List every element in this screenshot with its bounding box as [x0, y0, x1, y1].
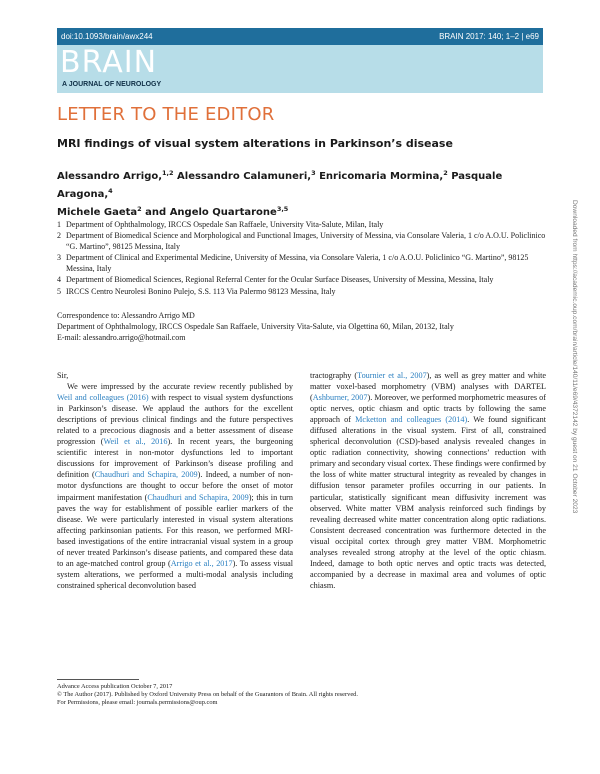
- body-column-left: [57, 370, 293, 591]
- affiliation-text: Department of Ophthalmology, IRCCS Ospedale San Raffaele, University Vita-Salute, Milan, Italy: [66, 220, 384, 229]
- footer-divider: [57, 679, 139, 680]
- affiliation-item: [57, 274, 557, 285]
- journal-logo: BRAIN: [60, 45, 158, 80]
- reference-link[interactable]: Ashburner, 2007: [312, 393, 368, 403]
- author-affiliation-marker: 3: [311, 169, 316, 177]
- body-text: . We found significant diffused alterations in the visual system. First of all, constrained spherical deconvolution (CSD)-based analysis revealed changes in optic radiation connectivity, showing connections’ reduction with primary and secondary visual cortex. These findings were confirmed by the loss of white matter structural integrity as revealed by changes in diffusion tensor parameter profiles occurring in our patients. In particular, statistically significant mean diffusivity increment was observed. White matter VBM analysis reinforced such findings by revealing decreased white matter concentration along optic radiations. Consistent decreased concentration was furthermore detected in the visual occipital cortex through grey matter VBM. Morphometric analyses revealed strong atrophy at the level of the optic chiasm. Indeed, damage to both optic nerves and optic tracts was detected, accompanied by a decrease in maximal area and volumes of optic chiasm.: [310, 415, 546, 590]
- reference-link[interactable]: Weil et al., 2016: [103, 437, 168, 447]
- author-affiliation-marker: 2: [137, 205, 142, 213]
- reference-link[interactable]: Chaudhuri and Schapira, 2009: [94, 470, 198, 480]
- download-watermark-text: Downloaded from https://academic.oup.com/brain/article/140/11/e69/4372142 by guest on 21 October 2023: [571, 200, 578, 514]
- reference-link[interactable]: Tournier et al., 2007: [357, 371, 427, 380]
- author-name: Enricomaria Mormina,: [315, 171, 444, 182]
- body-paragraph: [310, 370, 546, 591]
- reference-link[interactable]: Mcketton and colleagues (2014): [355, 415, 468, 425]
- author-name: Alessandro Arrigo,: [57, 171, 163, 182]
- footer-notes: [57, 683, 477, 708]
- author-affiliation-marker: 2: [443, 169, 448, 177]
- body-text: ). In recent years, the burgeoning scientific interest in non-motor dysfunctions led to important discussions for improvement of Parkinson’s disease profiling and definition (: [57, 437, 294, 480]
- body-text: tractography (: [310, 371, 358, 380]
- correspondence-block: [57, 310, 557, 343]
- article-title: MRI findings of visual system alterations in Parkinson’s disease: [57, 137, 453, 150]
- correspondence-email[interactable]: E-mail: alessandro.arrigo@hotmail.com: [57, 333, 186, 343]
- affiliation-number: 5: [57, 286, 61, 296]
- affiliation-text: IRCCS Centro Neurolesi Bonino Pulejo, S.S. 113 Via Palermo 98123 Messina, Italy: [66, 286, 336, 296]
- affiliation-item: [57, 286, 557, 297]
- body-text: We were impressed by the accurate review recently published by: [67, 382, 293, 392]
- author-affiliation-marker: 1,2: [162, 169, 174, 177]
- body-text: ); this in turn paves the way for establishment of possible earlier markers of the disease. We were particularly interested in visual system alterations affecting parkinsonian patients. For this reason, we performed MRI-based investigations of the entire intracranial visual system in a group of never treated Parkinson’s disease patients, and compared these data to an age-matched control group (: [57, 492, 293, 568]
- affiliation-list: [57, 219, 557, 297]
- section-label: LETTER TO THE EDITOR: [57, 104, 275, 125]
- journal-header-bar: [57, 28, 543, 45]
- affiliation-item: [57, 219, 557, 230]
- affiliation-text: Department of Biomedical Science and Morphological and Functional Images, University of Messina, via Consolare Valeria, 1 c/o A.O.U. Policlinico “G. Martino”, 98125 Messina, Italy: [66, 231, 546, 252]
- author-name: Alessandro Calamuneri,: [173, 171, 312, 182]
- journal-subtitle: A JOURNAL OF NEUROLOGY: [62, 81, 162, 88]
- salutation: Sir,: [57, 371, 69, 380]
- author-name: Pasquale Aragona,: [57, 171, 503, 200]
- reference-link[interactable]: Chaudhuri and Schapira, 2009: [147, 492, 249, 502]
- author-name: and Angelo Quartarone: [141, 207, 277, 218]
- affiliation-number: 1: [57, 220, 61, 229]
- publication-date: Advance Access publication October 7, 2017: [57, 683, 173, 690]
- affiliation-text: Department of Clinical and Experimental Medicine, University of Messina, via Consolare Valeria, 1 c/o A.O.U. Policlinico “G. Martino”, 98125 Messina, Italy: [66, 253, 529, 274]
- body-paragraph: [57, 381, 293, 591]
- correspondence-address: Department of Ophthalmology, IRCCS Ospedale San Raffaele, University Vita-Salute, via Olgettina 60, Milan, 20132, Italy: [57, 322, 454, 332]
- affiliation-number: 2: [57, 231, 61, 241]
- body-text: ). Indeed, a number of non-motor dysfunctions are thought to occur before the onset of motor impairment manifestation (: [57, 470, 293, 502]
- reference-link[interactable]: Arrigo et al., 2017: [170, 558, 233, 568]
- affiliation-item: [57, 230, 557, 252]
- permissions-notice: For Permissions, please email: journals.permissions@oup.com: [57, 699, 218, 707]
- author-list: [57, 166, 547, 220]
- affiliation-number: 4: [57, 275, 61, 285]
- correspondence-name: Correspondence to: Alessandro Arrigo MD: [57, 311, 195, 320]
- body-text: ). To assess visual system alterations, we performed a multi-modal analysis including constrained spherical deconvolution based: [57, 558, 293, 590]
- body-text: ). Moreover, we performed morphometric measures of optic nerves, optic chiasm and optic tracts by following the same approach of: [310, 393, 546, 425]
- reference-link[interactable]: Weil and colleagues (2016): [57, 393, 149, 403]
- body-column-right: [310, 370, 546, 591]
- doi-label[interactable]: doi:10.1093/brain/awx244: [61, 32, 153, 41]
- issue-label: BRAIN 2017: 140; 1–2 | e69: [439, 32, 539, 41]
- affiliation-number: 3: [57, 253, 61, 263]
- body-text: with respect to visual system dysfunctions in Parkinson’s disease. We applaud the authors for the excellent descriptions of previous clinical findings and the future perspectives related to a precocious diagnosis and a better assessment of disease progression (: [57, 393, 293, 447]
- download-watermark: [572, 200, 584, 600]
- author-affiliation-marker: 3,5: [276, 205, 289, 213]
- affiliation-item: [57, 252, 557, 274]
- affiliation-text: Department of Biomedical Sciences, Regional Referral Center for the Ocular Surface Diseases, University of Messina, Messina, Italy: [66, 275, 494, 285]
- author-affiliation-marker: 4: [108, 187, 113, 195]
- copyright-notice: © The Author (2017). Published by Oxford University Press on behalf of the Guarantors of Brain. All rights reserved.: [57, 691, 358, 699]
- author-name: Michele Gaeta: [57, 207, 138, 218]
- body-text: ), as well as grey matter and white matter voxel-based morphometry (VBM) analyses with DARTEL (: [310, 371, 547, 403]
